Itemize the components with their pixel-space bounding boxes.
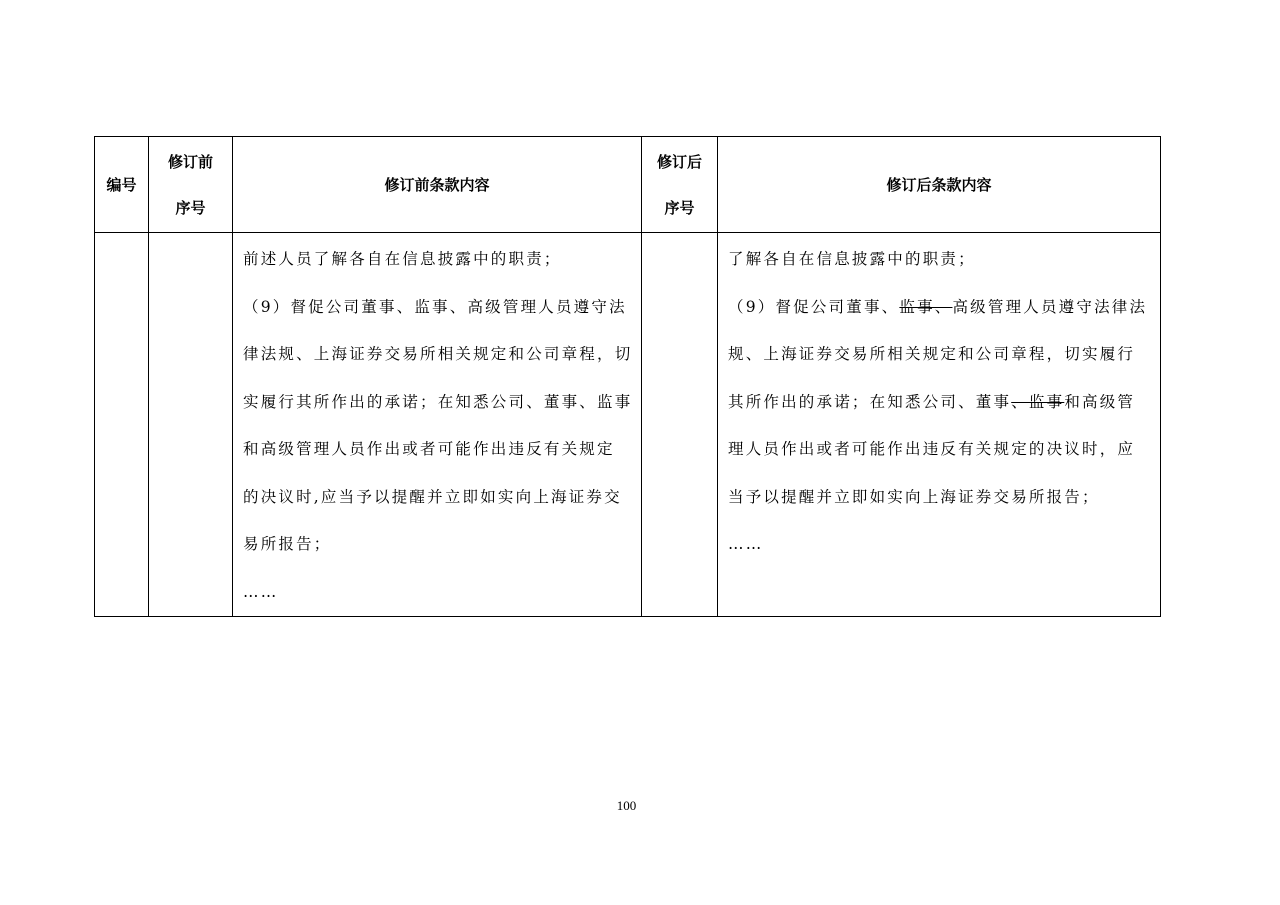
header-after-seq: 修订后 序号 (642, 137, 718, 233)
deleted-text: 、监事 (1011, 392, 1065, 411)
after-line: …… (728, 535, 764, 553)
header-after-content: 修订后条款内容 (718, 137, 1161, 233)
cell-after-content (718, 233, 1161, 617)
before-line: 前述人员了解各自在信息披露中的职责； (243, 250, 562, 268)
after-line: 其所作出的承诺；在知悉公司、董事、监事和高级管 (728, 392, 1136, 411)
cell-before-seq (149, 233, 233, 617)
page-number: 100 (616, 798, 637, 813)
table-row (95, 233, 1161, 617)
after-line: 当予以提醒并立即如实向上海证券交易所报告； (728, 487, 1100, 506)
after-line: 了解各自在信息披露中的职责； (728, 250, 976, 268)
before-line: 和高级管理人员作出或者可能作出违反有关规定 (243, 440, 615, 458)
before-line: （9）督促公司董事、监事、高级管理人员遵守法 (243, 297, 627, 316)
before-line: 实履行其所作出的承诺；在知悉公司、董事、监事 (243, 392, 633, 411)
header-number: 编号 (95, 137, 149, 233)
after-line: 规、上海证券交易所相关规定和公司章程，切实履行 (728, 345, 1136, 363)
header-before-seq: 修订前 序号 (149, 137, 233, 233)
deleted-text: 监事、 (899, 297, 953, 316)
after-line: 理人员作出或者可能作出违反有关规定的决议时，应 (728, 440, 1136, 458)
cell-after-seq (642, 233, 718, 617)
revision-table (94, 136, 1161, 617)
header-before-content: 修订前条款内容 (233, 137, 642, 233)
before-line: 的决议时,应当予以提醒并立即如实向上海证券交 (243, 487, 622, 506)
after-line: （9）督促公司董事、监事、高级管理人员遵守法律法 (728, 297, 1148, 316)
before-line: 律法规、上海证券交易所相关规定和公司章程，切 (243, 345, 633, 363)
header-row (95, 137, 1161, 233)
before-line: …… (243, 582, 279, 601)
cell-number (95, 233, 149, 617)
cell-before-content (233, 233, 642, 617)
before-line: 易所报告； (243, 535, 332, 553)
